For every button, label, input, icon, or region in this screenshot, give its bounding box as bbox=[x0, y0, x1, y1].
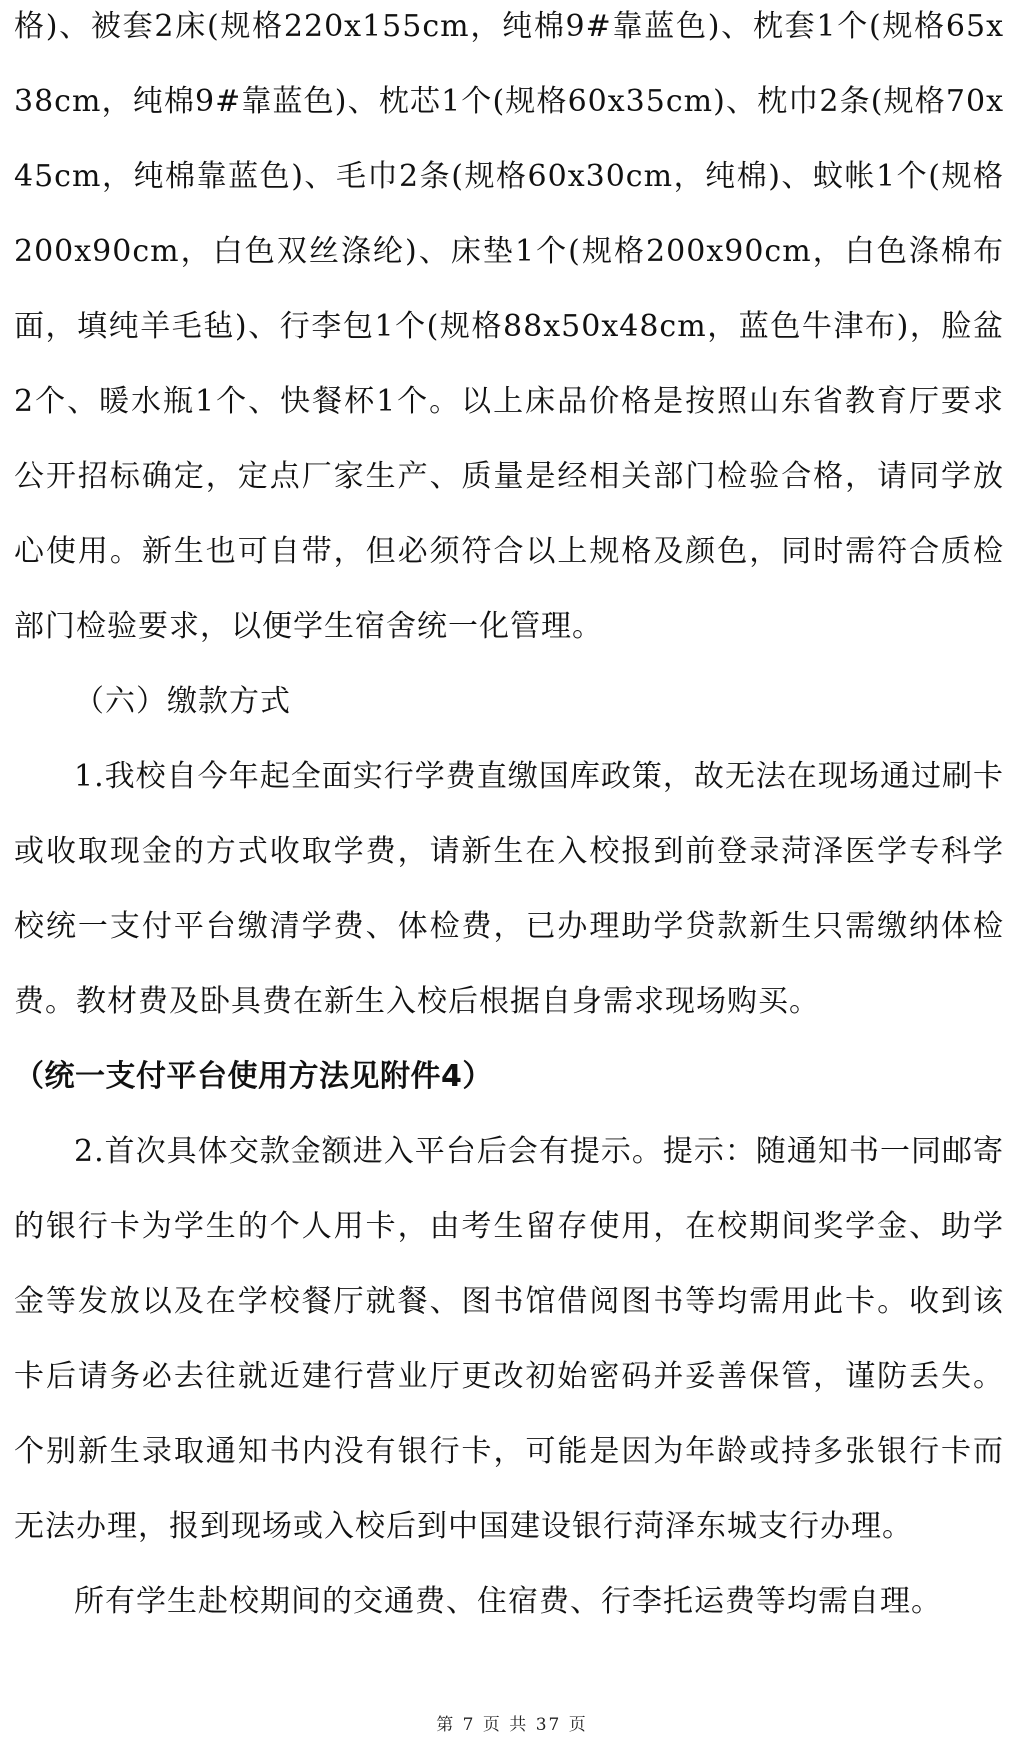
paragraph-payment-2: 2.首次具体交款金额进入平台后会有提示。提示：随通知书一同邮寄的银行卡为学生的个人用卡，由考生留存使用，在校期间奖学金、助学金等发放以及在学校餐厅就餐、图书馆借阅图书等均需用此卡。收到该卡后请务必去往就近建行营业厅更改初始密码并妥善保管，谨防丢失。个别新生录取通知书内没有银行卡，可能是因为年龄或持多张银行卡而无法办理，报到现场或入校后到中国建设银行菏泽东城支行办理。 bbox=[14, 1134, 1004, 1544]
section-heading-payment-method: （六）缴款方式 bbox=[74, 684, 291, 719]
paragraph-travel-expenses: 所有学生赴校期间的交通费、住宿费、行李托运费等均需自理。 bbox=[74, 1584, 942, 1619]
page-footer: 第 7 页 共 37 页 bbox=[436, 1715, 588, 1735]
paragraph-payment-1: 1.我校自今年起全面实行学费直缴国库政策，故无法在现场通过刷卡或收取现金的方式收取学费，请新生在入校报到前登录菏泽医学专科学校统一支付平台缴清学费、体检费，已办理助学贷款新生只需缴纳体检费。教材费及卧具费在新生入校后根据自身需求现场购买。 bbox=[14, 759, 1004, 1019]
continued-paragraph-bedding bbox=[14, 0, 1004, 664]
paragraph-bedding-specs: 格)、被套2床(规格220x155cm，纯棉9#靠蓝色)、枕套1个(规格65x38cm，纯棉9#靠蓝色)、枕芯1个(规格60x35cm)、枕巾2条(规格70x45cm，纯棉靠蓝色)、毛巾2条(规格60x30cm，纯棉)、蚊帐1个(规格200x90cm，白色双丝涤纶)、床垫1个(规格200x90cm，白色涤棉布面，填纯羊毛毡)、行李包1个(规格88x50x48cm，蓝色牛津布)，脸盆2个、暖水瓶1个、快餐杯1个。以上床品价格是按照山东省教育厅要求公开招标确定，定点厂家生产、质量是经相关部门检验合格，请同学放心使用。新生也可自带，但必须符合以上规格及颜色，同时需符合质检部门检验要求，以便学生宿舍统一化管理。 bbox=[14, 9, 1004, 644]
paragraph-attachment-note: （统一支付平台使用方法见附件4） bbox=[14, 1059, 493, 1094]
section-payment bbox=[14, 664, 1004, 1639]
